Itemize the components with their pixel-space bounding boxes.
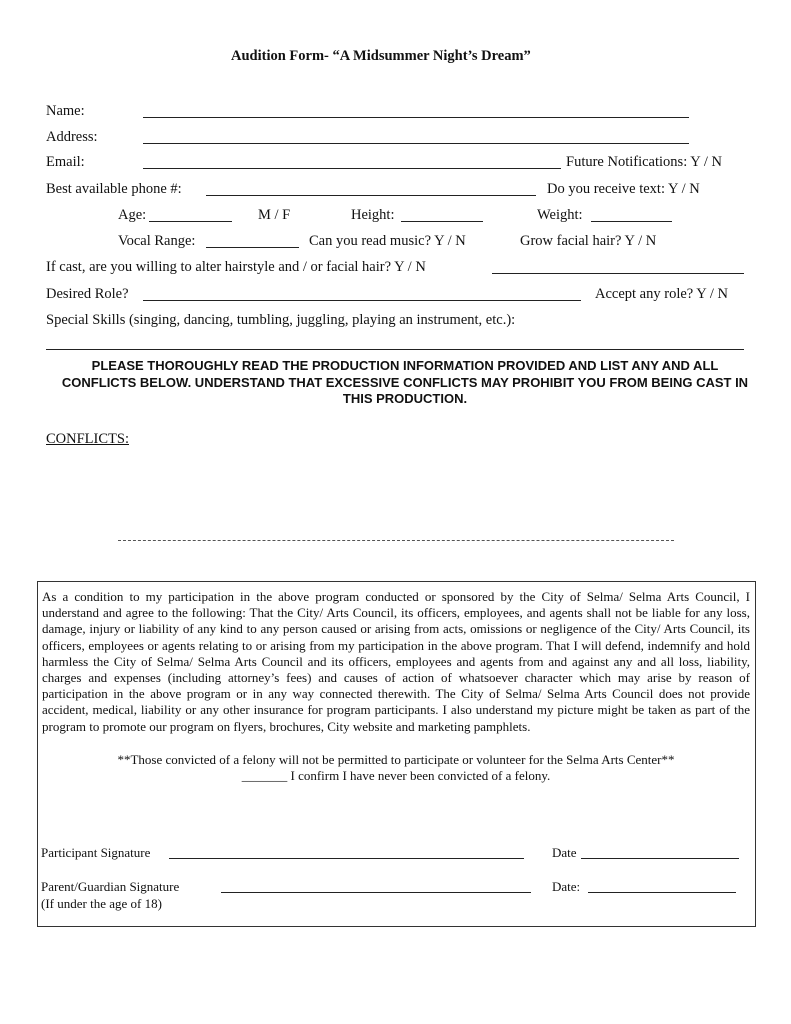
gender-choice[interactable]: M / F: [258, 207, 291, 223]
receive-text[interactable]: Do you receive text: Y / N: [547, 181, 700, 197]
date1-label: Date: [552, 845, 577, 860]
special-skills-label: Special Skills (singing, dancing, tumbling, juggling, playing an instrument, etc.):: [46, 312, 516, 328]
address-line[interactable]: [143, 143, 689, 144]
weight-label: Weight:: [537, 207, 583, 223]
dashed-divider: [118, 540, 674, 541]
conflicts-notice: PLEASE THOROUGHLY READ THE PRODUCTION INFORMATION PROVIDED AND LIST ANY AND ALL CONFLICTS BELOW. UNDERSTAND THAT EXCESSIVE CONFLICTS MAY PROHIBIT YOU FROM BEING CAST IN THIS PRODUCTION.: [61, 358, 749, 406]
desired-role-label: Desired Role?: [46, 286, 129, 302]
age-label: Age:: [118, 207, 147, 223]
name-line[interactable]: [143, 117, 689, 118]
felony-notice: **Those convicted of a felony will not be permitted to participate or volunteer for the Selma Arts Center**: [117, 751, 675, 767]
facial-hair[interactable]: Grow facial hair? Y / N: [520, 233, 657, 249]
email-label: Email:: [46, 154, 85, 170]
participant-signature-line[interactable]: [169, 858, 524, 859]
height-line[interactable]: [401, 221, 483, 222]
address-label: Address:: [46, 129, 98, 145]
alter-hair-label[interactable]: If cast, are you willing to alter hairstyle and / or facial hair? Y / N: [46, 259, 426, 275]
read-music[interactable]: Can you read music? Y / N: [309, 233, 466, 249]
participant-signature-label: Participant Signature: [41, 845, 151, 860]
future-notifications[interactable]: Future Notifications: Y / N: [566, 154, 722, 170]
waiver-content: [42, 589, 750, 784]
special-skills-line[interactable]: [46, 349, 744, 350]
email-line[interactable]: [143, 168, 561, 169]
felony-confirm[interactable]: _______ I confirm I have never been convicted of a felony.: [241, 768, 551, 784]
waiver-text: As a condition to my participation in the above program conducted or sponsored by the City of Selma/ Selma Arts Council, I understand and agree to the following: That the City/ Arts Council, its officers, employees, and agents shall not be liable for any loss, damage, injury or liability of any kind to any person caused or arising from acts, omissions or negligence of the City/ Arts Council, its officers, employees or agents relating to or arising from my participation in the above program. That I will defend, indemnify and hold harmless the City of Selma/ Selma Arts Council and its officers, employees and agents from and against any and all loss, liability, charges and expenses (including attorney’s fees) and causes of action of whatsoever character which may arise by reason of participation in the above program or in any way connected therewith. The City of Selma/ Selma Arts Council does not provide accident, medical, liability or any other insurance for program participants. I also understand my picture might be taken as part of the program to promote our program on flyers, brochures, City website and marketing pamphlets.: [42, 589, 750, 734]
conflicts-label: CONFLICTS:: [46, 431, 129, 447]
alter-hair-line[interactable]: [492, 273, 744, 274]
accept-role[interactable]: Accept any role? Y / N: [595, 286, 728, 302]
form-title: Audition Form- “A Midsummer Night’s Dream”: [231, 48, 531, 64]
vocal-range-line[interactable]: [206, 247, 299, 248]
name-label: Name:: [46, 103, 85, 119]
vocal-range-label: Vocal Range:: [118, 233, 196, 249]
desired-role-line[interactable]: [143, 300, 581, 301]
under-age-note: (If under the age of 18): [41, 896, 162, 911]
parent-signature-line[interactable]: [221, 892, 531, 893]
phone-line[interactable]: [206, 195, 536, 196]
date2-line[interactable]: [588, 892, 736, 893]
weight-line[interactable]: [591, 221, 672, 222]
age-line[interactable]: [149, 221, 232, 222]
phone-label: Best available phone #:: [46, 181, 182, 197]
date1-line[interactable]: [581, 858, 739, 859]
date2-label: Date:: [552, 879, 581, 894]
parent-signature-label: Parent/Guardian Signature: [41, 879, 180, 894]
height-label: Height:: [351, 207, 395, 223]
